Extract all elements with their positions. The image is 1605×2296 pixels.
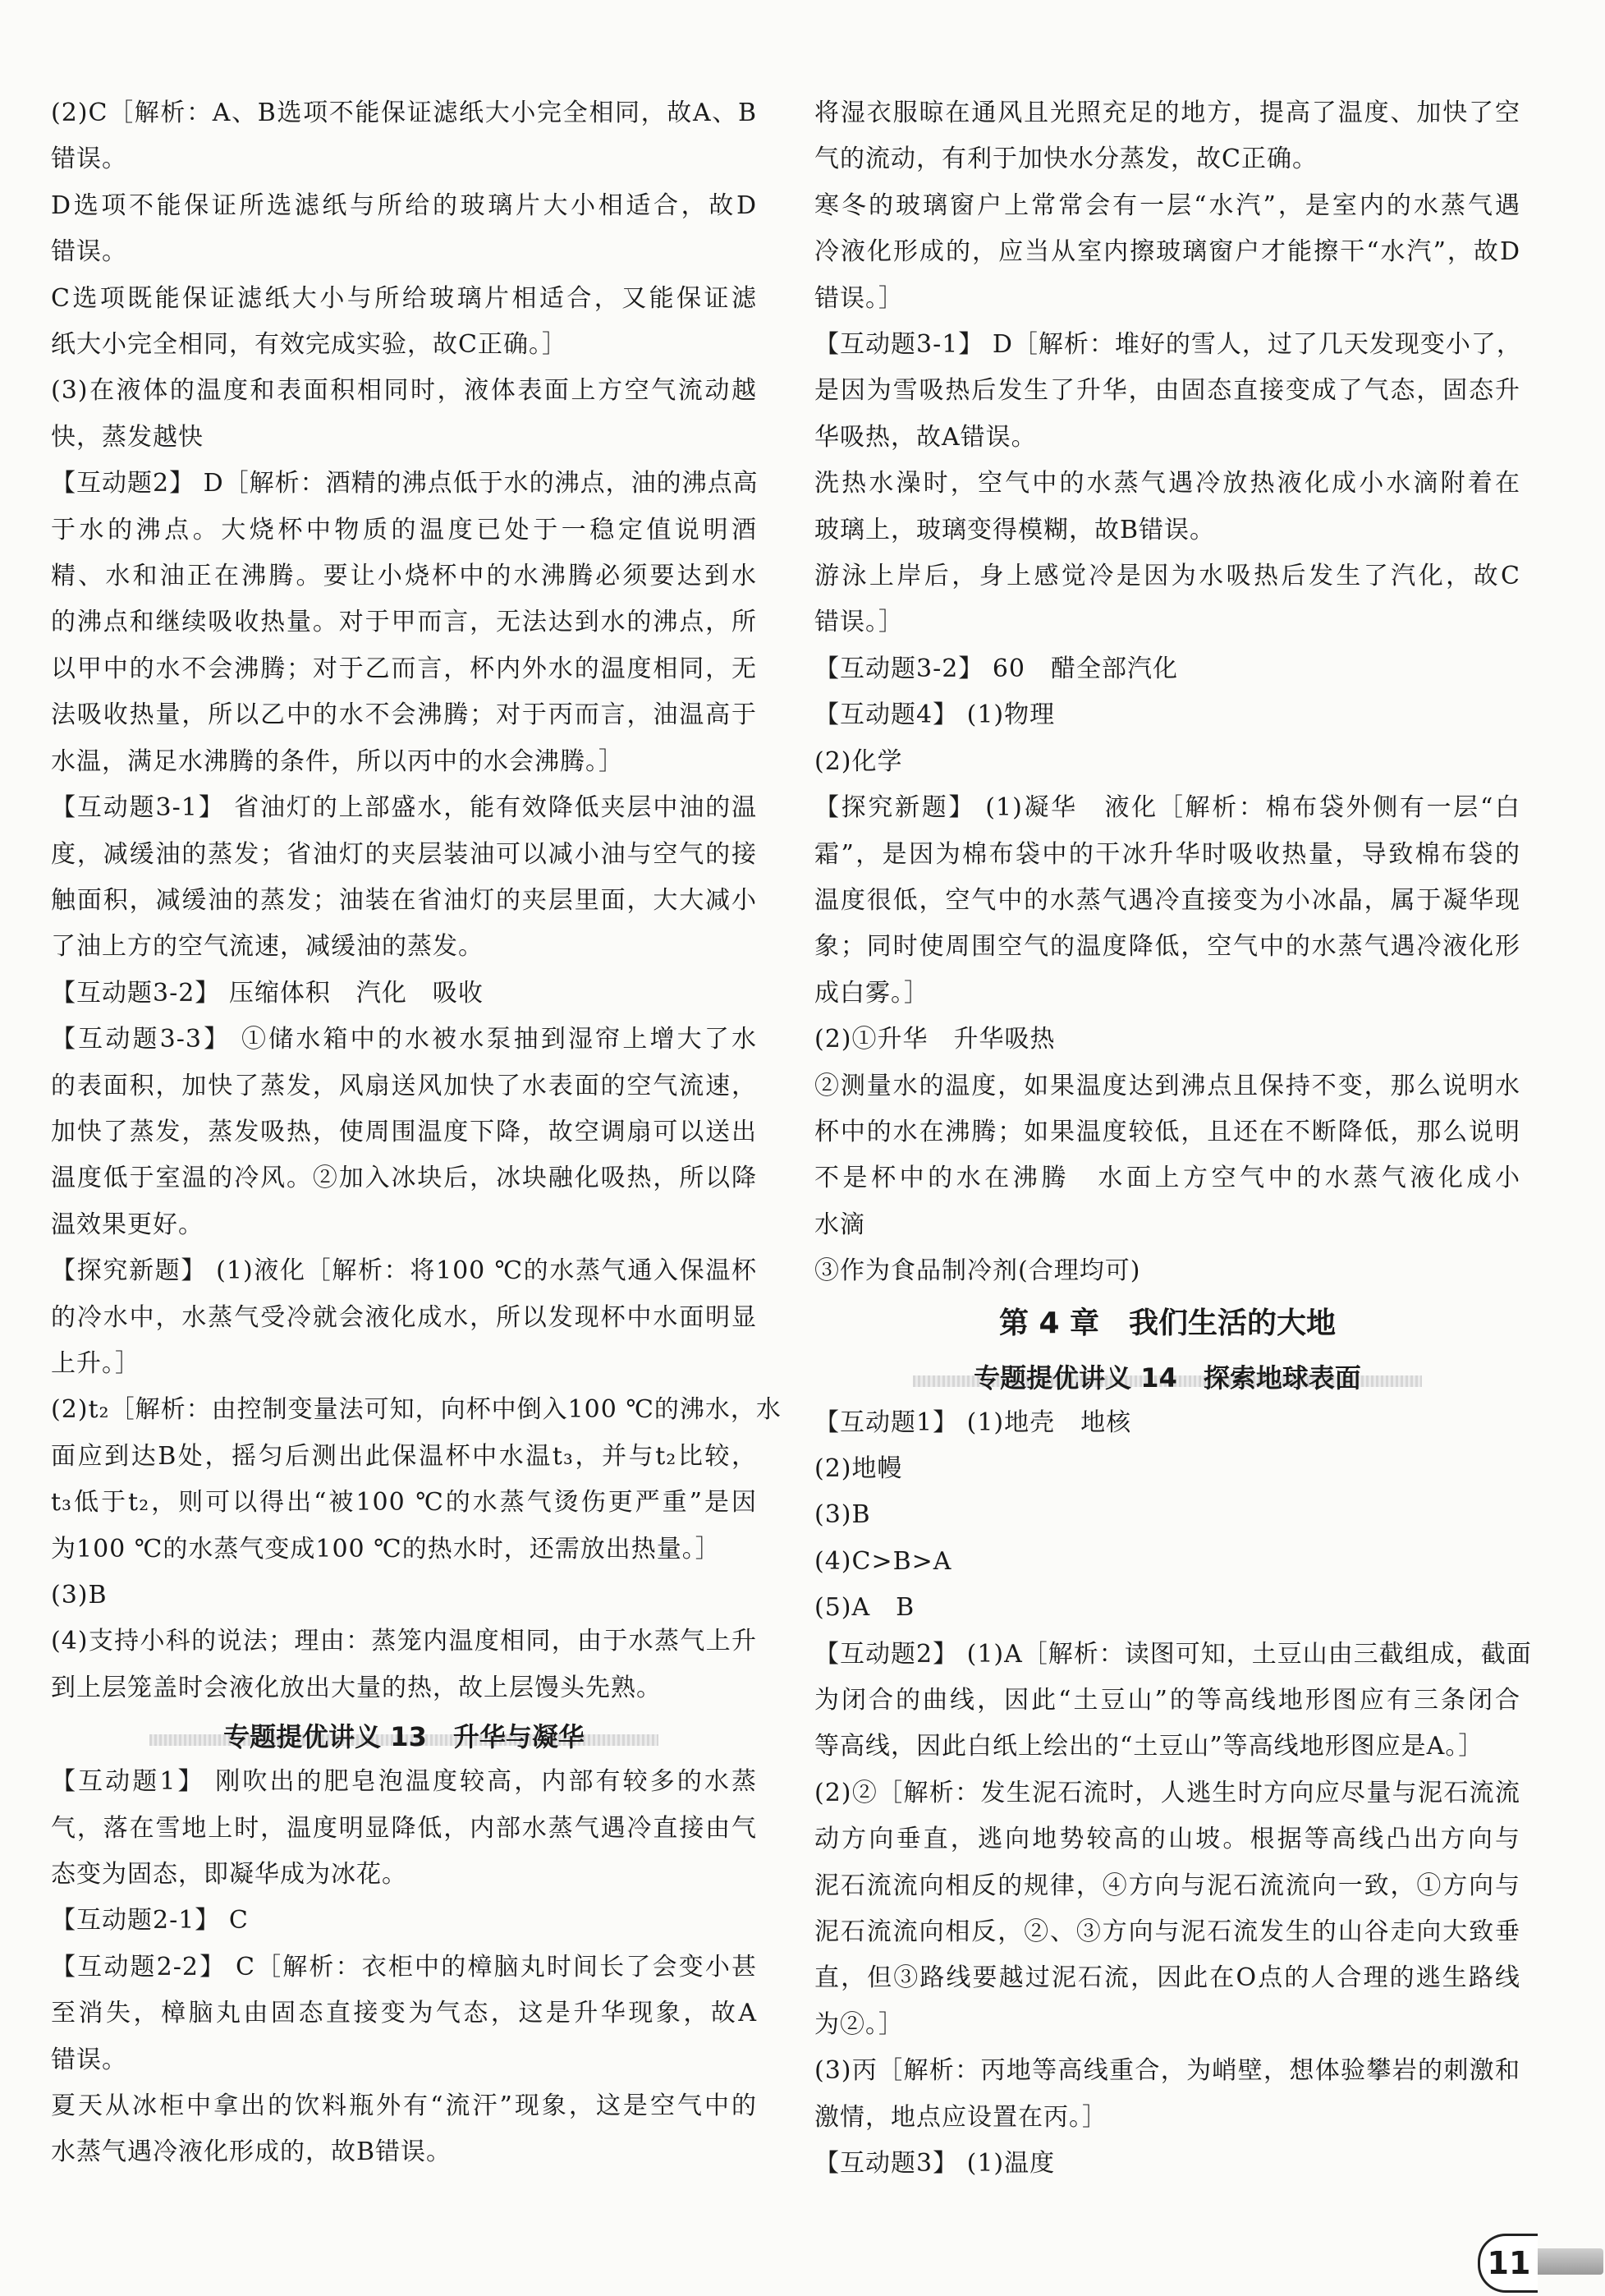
- text-line: 为闭合的曲线，因此“土豆山”的等高线地形图应有三条闭合: [814, 1686, 1520, 1715]
- text-line: 上升。］: [51, 1348, 140, 1378]
- text-line: (3)B: [814, 1500, 871, 1530]
- text-line: 【互动题2】 D［解析：酒精的沸点低于水的沸点，油的沸点高: [51, 469, 759, 498]
- text-line: 【互动题3-2】 60 醋全部汽化: [814, 654, 1179, 683]
- text-line: 至消失，樟脑丸由固态直接变为气态，这是升华现象，故A: [51, 1999, 757, 2028]
- text-line: 气的流动，有利于加快水分蒸发，故C正确。: [814, 145, 1318, 174]
- text-line: (5)A B: [814, 1593, 915, 1623]
- text-line: C选项既能保证滤纸大小与所给玻璃片相适合，又能保证滤: [51, 283, 757, 313]
- text-line: (2)C［解析：A、B选项不能保证滤纸大小完全相同，故A、B: [51, 99, 757, 127]
- text-line: 温度低于室温的冷风。②加入冰块后，冰块融化吸热，所以降: [51, 1164, 757, 1193]
- text-line: 加快了蒸发，蒸发吸热，使周围温度下降，故空调扇可以送出: [51, 1117, 757, 1146]
- text-line: 泥石流流向相反，②、③方向与泥石流发生的山谷走向大致垂: [814, 1917, 1520, 1947]
- text-line: 的沸点和继续吸收热量。对于甲而言，无法达到水的沸点，所: [51, 608, 757, 637]
- text-line: 纸大小完全相同，有效完成实验，故C正确。］: [51, 330, 567, 360]
- text-line: 泥石流流向相反的规律，④方向与泥石流流向一致，①方向与: [814, 1871, 1520, 1900]
- text-line: 于水的沸点。大烧杯中物质的温度已处于一稳定值说明酒: [51, 515, 757, 544]
- text-line: 杯中的水在沸腾；如果温度较低，且还在不断降低，那么说明: [814, 1117, 1520, 1146]
- page-tab-decoration: [1538, 2248, 1603, 2275]
- text-line: 为②。］: [814, 2009, 904, 2039]
- text-line: 错误。: [51, 145, 127, 174]
- text-line: 态变为固态，即凝华成为冰花。: [51, 1860, 407, 1890]
- text-line: 以甲中的水不会沸腾；对于乙而言，杯内外水的温度相同，无: [51, 654, 757, 683]
- text-line: 动方向垂直，逃向地势较高的山坡。根据等高线凸出方向与: [814, 1825, 1520, 1854]
- text-line: 【互动题3-3】 ①储水箱中的水被水泵抽到湿帘上增大了水: [51, 1025, 757, 1054]
- text-line: (2)t₂［解析：由控制变量法可知，向杯中倒入100 ℃的沸水，水: [51, 1395, 782, 1425]
- text-line: D选项不能保证所选滤纸与所给的玻璃片大小相适合，故D: [51, 191, 757, 220]
- text-line: 的冷水中，水蒸气受冷就会液化成水，所以发现杯中水面明显: [51, 1302, 757, 1332]
- text-line: 成白雾。］: [814, 978, 929, 1008]
- text-line: 到上层笼盖时会液化放出大量的热，故上层馒头先熟。: [51, 1673, 662, 1702]
- text-line: 法吸收热量，所以乙中的水不会沸腾；对于丙而言，油温高于: [51, 700, 757, 730]
- text-line: 错误。］: [814, 608, 904, 637]
- text-line: 触面积，减缓油的蒸发；油装在省油灯的夹层里面，大大减小: [51, 885, 757, 915]
- text-line: 洗热水澡时，空气中的水蒸气遇冷放热液化成小水滴附着在: [814, 469, 1520, 498]
- text-line: 玻璃上，玻璃变得模糊，故B错误。: [814, 515, 1216, 544]
- text-line: 直，但③路线要越过泥石流，因此在O点的人合理的逃生路线: [814, 1963, 1520, 1993]
- section-title-text: 专题提优讲义 13 升华与凝华: [223, 1721, 585, 1753]
- text-line: 气，落在雪地上时，温度明显降低，内部水蒸气遇冷直接由气: [51, 1813, 757, 1843]
- left-column: [51, 90, 782, 2176]
- text-line: 错误。］: [814, 283, 904, 313]
- section-title: [814, 1352, 1520, 1400]
- text-line: 温度很低，空气中的水蒸气遇冷直接变为小冰晶，属于凝华现: [814, 885, 1520, 915]
- text-line: 寒冬的玻璃窗户上常常会有一层“水汽”，是室内的水蒸气遇: [814, 191, 1520, 220]
- text-line: 【互动题1】 (1)地壳 地核: [814, 1407, 1132, 1437]
- text-line: (2)②［解析：发生泥石流时，人逃生时方向应尽量与泥石流流: [814, 1778, 1520, 1807]
- text-line: 面应到达B处，摇匀后测出此保温杯中水温t₃，并与t₂比较，: [51, 1441, 757, 1471]
- text-line: (3)B: [51, 1581, 108, 1609]
- text-line: 水滴: [814, 1210, 865, 1239]
- text-line: (2)①升华 升华吸热: [814, 1025, 1056, 1054]
- text-line: (2)化学: [814, 746, 903, 776]
- text-line: 【互动题2-2】 C［解析：衣柜中的樟脑丸时间长了会变小甚: [51, 1952, 757, 1981]
- text-line: 精、水和油正在沸腾。要让小烧杯中的水沸腾必须要达到水: [51, 562, 757, 591]
- text-line: 象；同时使周围空气的温度降低，空气中的水蒸气遇冷液化形: [814, 932, 1520, 962]
- text-line: 华吸热，故A错误。: [814, 422, 1037, 452]
- text-line: 错误。: [51, 237, 127, 267]
- text-line: 快，蒸发越快: [51, 422, 204, 452]
- text-line: 【互动题3】 (1)温度: [814, 2149, 1056, 2179]
- section-title-text: 专题提优讲义 14 探索地球表面: [974, 1362, 1361, 1394]
- text-line: 冷液化形成的，应当从室内擦玻璃窗户才能擦干“水汽”，故D: [814, 237, 1520, 267]
- text-line: 为100 ℃的水蒸气变成100 ℃的热水时，还需放出热量。］: [51, 1534, 721, 1564]
- text-line: 将湿衣服晾在通风且光照充足的地方，提高了温度、加快了空: [814, 99, 1520, 127]
- right-column: [814, 90, 1532, 2187]
- text-line: t₃低于t₂，则可以得出“被100 ℃的水蒸气烫伤更严重”是因: [51, 1488, 757, 1518]
- text-line: ②测量水的温度，如果温度达到沸点且保持不变，那么说明水: [814, 1071, 1520, 1100]
- text-line: ③作为食品制冷剂(合理均可): [814, 1256, 1141, 1286]
- text-line: 【互动题3-2】 压缩体积 汽化 吸收: [51, 978, 484, 1008]
- text-line: 水温，满足水沸腾的条件，所以丙中的水会沸腾。］: [51, 746, 624, 776]
- text-line: 错误。: [51, 2045, 127, 2074]
- text-line: 【互动题3-1】 D［解析：堆好的雪人，过了几天发现变小了，: [814, 330, 1522, 360]
- text-line: (2)地幔: [814, 1453, 903, 1483]
- page-number: 11: [1478, 2234, 1538, 2293]
- text-line: 【互动题3-1】 省油灯的上部盛水，能有效降低夹层中油的温: [51, 793, 757, 823]
- text-line: 激情，地点应设置在丙。］: [814, 2102, 1107, 2132]
- text-line: 的表面积，加快了蒸发，风扇送风加快了水表面的空气流速，: [51, 1071, 757, 1100]
- text-line: 【互动题2】 (1)A［解析：读图可知，土豆山由三截组成，截面: [814, 1639, 1532, 1669]
- text-line: 霜”，是因为棉布袋中的干冰升华时吸收热量，导致棉布袋的: [814, 839, 1520, 869]
- text-line: 【探究新题】 (1)液化［解析：将100 ℃的水蒸气通入保温杯: [51, 1256, 757, 1286]
- text-line: (3)丙［解析：丙地等高线重合，为峭壁，想体验攀岩的刺激和: [814, 2056, 1520, 2086]
- text-line: 游泳上岸后，身上感觉冷是因为水吸热后发生了汽化，故C: [814, 562, 1520, 591]
- text-line: 了油上方的空气流速，减缓油的蒸发。: [51, 932, 484, 962]
- text-line: 温效果更好。: [51, 1210, 204, 1239]
- text-line: 【互动题4】 (1)物理: [814, 700, 1056, 730]
- text-line: 【互动题2-1】 C: [51, 1906, 249, 1936]
- text-line: 不是杯中的水在沸腾 水面上方空气中的水蒸气液化成小: [814, 1164, 1520, 1193]
- text-line: 【探究新题】 (1)凝华 液化［解析：棉布袋外侧有一层“白: [814, 793, 1520, 823]
- text-line: 是因为雪吸热后发生了升华，由固态直接变成了气态，固态升: [814, 376, 1520, 406]
- text-line: 【互动题1】 刚吹出的肥皂泡温度较高，内部有较多的水蒸: [51, 1767, 757, 1797]
- text-line: 等高线，因此白纸上绘出的“土豆山”等高线地形图应是A。］: [814, 1732, 1484, 1761]
- section-title: [51, 1711, 757, 1759]
- chapter-title: 第 4 章 我们生活的大地: [998, 1306, 1337, 1340]
- text-line: (4)C>B>A: [814, 1546, 952, 1576]
- text-line: (3)在液体的温度和表面积相同时，液体表面上方空气流动越: [51, 376, 757, 406]
- text-line: 夏天从冰柜中拿出的饮料瓶外有“流汗”现象，这是空气中的: [51, 2092, 757, 2121]
- text-line: (4)支持小科的说法；理由：蒸笼内温度相同，由于水蒸气上升: [51, 1627, 757, 1656]
- text-line: 度，减缓油的蒸发；省油灯的夹层装油可以减小油与空气的接: [51, 839, 757, 869]
- text-line: 水蒸气遇冷液化形成的，故B错误。: [51, 2138, 452, 2167]
